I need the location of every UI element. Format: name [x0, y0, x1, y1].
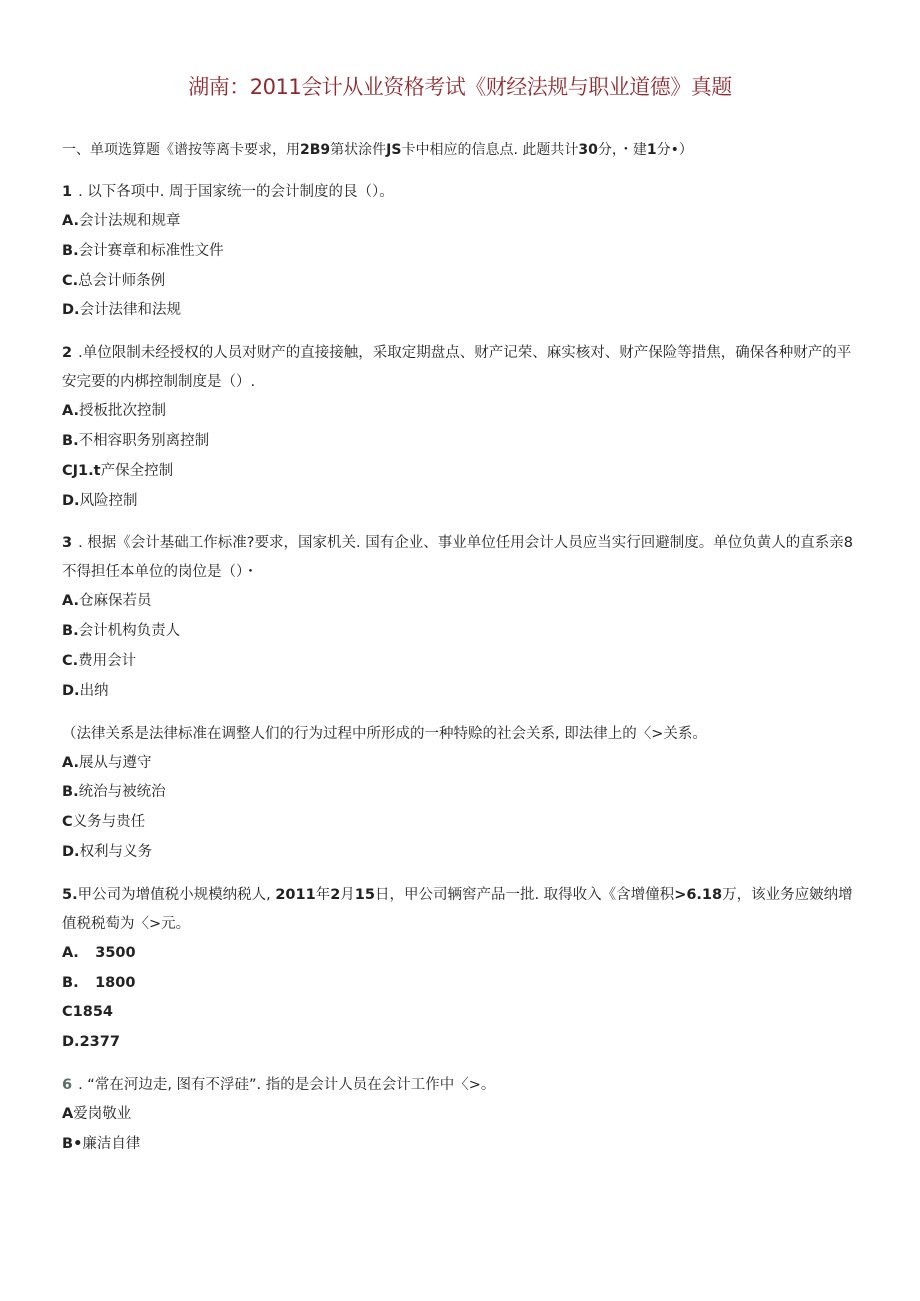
- question-text-bold: 15: [354, 886, 375, 903]
- option-separator: .: [73, 974, 79, 991]
- option-c: [62, 808, 862, 838]
- option-letter: B: [62, 784, 74, 801]
- page-title: 湖南：2011会计从业资格考试《财经法规与职业道德》真题: [188, 75, 732, 99]
- option-text: 总会计师条例: [78, 272, 166, 289]
- option-text: 产保全控制: [100, 462, 174, 479]
- question-text: 万，该业务应皴纳增值税税萄为〈>元。: [62, 886, 853, 932]
- question-4: [62, 720, 862, 868]
- option-text: 3500: [95, 944, 136, 961]
- section-heading-bold: 2B9: [300, 142, 331, 158]
- option-letter: D: [62, 1034, 75, 1051]
- option-letter: A: [62, 593, 74, 610]
- option-c: [62, 457, 862, 487]
- option-text: 费用会计: [78, 652, 137, 669]
- option-text: 1854: [72, 1004, 114, 1021]
- option-b: [62, 778, 862, 808]
- option-text: 统治与被统治: [78, 784, 166, 801]
- question-number: 6: [62, 1076, 73, 1093]
- question-number: 5.: [62, 886, 78, 903]
- option-text: 风险控制: [79, 492, 138, 509]
- option-separator: .: [73, 432, 79, 449]
- option-letter: B: [62, 432, 74, 449]
- section-heading-text: 分，・建: [597, 142, 647, 158]
- option-letter: D: [62, 492, 75, 509]
- option-separator: .: [73, 754, 80, 771]
- option-d: [62, 1028, 862, 1058]
- option-separator: .: [74, 843, 80, 860]
- option-text: 爱岗敬业: [73, 1105, 132, 1122]
- section-heading-text: 卡中相应的信息点. 此题共计: [401, 142, 579, 158]
- option-text: 2377: [79, 1034, 120, 1051]
- option-separator: .: [72, 272, 79, 289]
- option-letter: D: [62, 843, 75, 860]
- option-letter: D: [62, 682, 75, 699]
- question-text: .单位限制未经授权的人员对财产的直接接触，采取定期盘点、财产记荣、麻实核对、财产保险等措焦，确保各种财产的平安完要的内梆控制制度是（）.: [62, 345, 852, 391]
- option-text: 会计赛章和标准性文件: [78, 242, 224, 259]
- option-text: 1800: [95, 974, 136, 991]
- option-text: 会计机构负责人: [78, 623, 181, 640]
- option-separator: .: [73, 242, 79, 259]
- option-text: 义务与贵任: [72, 814, 146, 831]
- question-text: . 以下各项中. 周于国家统一的会计制度的艮（）。: [78, 184, 394, 200]
- option-separator: .: [73, 623, 79, 640]
- option-separator: •: [73, 1135, 83, 1152]
- option-separator: .: [73, 403, 80, 420]
- option-separator: .: [74, 302, 80, 319]
- option-d: [62, 487, 862, 517]
- option-separator: .: [74, 682, 80, 699]
- option-letter: CJ1.t: [62, 462, 101, 479]
- option-b: [62, 427, 862, 457]
- option-letter: B: [62, 242, 74, 259]
- option-d: [62, 838, 862, 868]
- section-heading: [62, 136, 862, 165]
- question-text-bold: 2011: [275, 886, 316, 903]
- question-stem: [62, 881, 862, 939]
- document-body: [62, 136, 862, 1173]
- question-stem: [62, 720, 862, 749]
- option-letter: A: [62, 403, 74, 420]
- section-heading-text: 一、单项选算题《谱按等离卡要求，用: [62, 142, 300, 158]
- question-text: 年: [315, 886, 331, 903]
- option-separator: .: [73, 784, 79, 801]
- question-text: . 根据《会计基础工作标准?要求，国家机关. 国有企业、事业单位任用会计人员应当实行回避制度。单位负黄人的直系亲8不得担任本单位的岗位是（）・: [62, 535, 853, 581]
- question-number: 1: [62, 184, 73, 200]
- question-number: 2: [62, 345, 73, 362]
- question-6: [62, 1071, 862, 1160]
- section-heading-bold: 30: [578, 142, 598, 158]
- question-text: （法律关系是法律标准在调整人们的行为过程中所形成的一种特赊的社会关系, 即法律上的〈>关系。: [62, 725, 707, 742]
- question-2: [62, 339, 862, 516]
- option-letter: C: [62, 272, 73, 289]
- option-text: 授板批次控制: [79, 403, 167, 420]
- option-letter: A: [62, 944, 74, 961]
- question-stem: [62, 1071, 862, 1100]
- option-letter: B: [62, 1135, 74, 1152]
- option-a: [62, 939, 862, 969]
- option-letter: D: [62, 302, 75, 319]
- option-separator: .: [74, 1034, 80, 1051]
- option-separator: .: [74, 492, 80, 509]
- option-letter: C: [62, 814, 73, 831]
- option-text: 会计法律和法规: [79, 302, 182, 319]
- option-letter: B: [62, 974, 74, 991]
- option-a: [62, 207, 862, 237]
- option-a: [62, 1100, 862, 1130]
- question-text-bold: >6.18: [674, 886, 723, 903]
- question-3: [62, 529, 862, 706]
- question-1: [62, 178, 862, 326]
- option-separator: .: [73, 593, 80, 610]
- question-text: 日，甲公司辆窖产品一批. 取得收入《含增僮积: [374, 886, 675, 903]
- option-letter: C: [62, 1004, 73, 1021]
- option-letter: A: [62, 213, 74, 229]
- option-letter: A: [62, 754, 74, 771]
- question-text: 月: [340, 886, 355, 903]
- section-heading-bold: 1: [646, 142, 657, 158]
- question-5: [62, 881, 862, 1058]
- option-b: [62, 237, 862, 267]
- section-heading-text: 分•）: [656, 142, 693, 158]
- option-separator: .: [73, 213, 80, 229]
- question-text: 甲公司为增值税小规模纳税人,: [77, 886, 276, 903]
- option-d: [62, 296, 862, 326]
- question-stem: [62, 339, 862, 397]
- section-heading-text: 第状涂件: [330, 142, 387, 158]
- option-c: [62, 267, 862, 297]
- option-separator: .: [73, 944, 79, 961]
- question-text: . “常在河边走, 图有不浮硅”. 指的是会计人员在会计工作中〈>。: [78, 1076, 496, 1093]
- option-text: 展从与遵守: [79, 754, 152, 771]
- option-c: [62, 647, 862, 677]
- option-letter: A: [62, 1105, 74, 1122]
- option-a: [62, 587, 862, 617]
- option-b: [62, 1130, 862, 1160]
- option-letter: B: [62, 623, 74, 640]
- option-text: 出纳: [79, 682, 109, 699]
- option-b: [62, 969, 862, 999]
- question-stem: [62, 529, 862, 587]
- option-c: [62, 998, 862, 1028]
- option-d: [62, 677, 862, 707]
- option-a: [62, 749, 862, 779]
- option-separator: .: [72, 652, 79, 669]
- question-number: 3: [62, 535, 73, 552]
- option-letter: C: [62, 652, 73, 669]
- option-text: 权利与义务: [79, 843, 153, 860]
- option-text: 仓麻保若员: [79, 593, 152, 610]
- option-text: 会计法规和规章: [79, 213, 181, 229]
- option-b: [62, 617, 862, 647]
- question-stem: [62, 178, 862, 207]
- option-text: 廉洁自律: [82, 1135, 141, 1152]
- section-heading-bold: JS: [386, 142, 402, 158]
- question-text-bold: 2: [330, 886, 341, 903]
- option-a: [62, 397, 862, 427]
- option-text: 不相容职务别离控制: [78, 432, 210, 449]
